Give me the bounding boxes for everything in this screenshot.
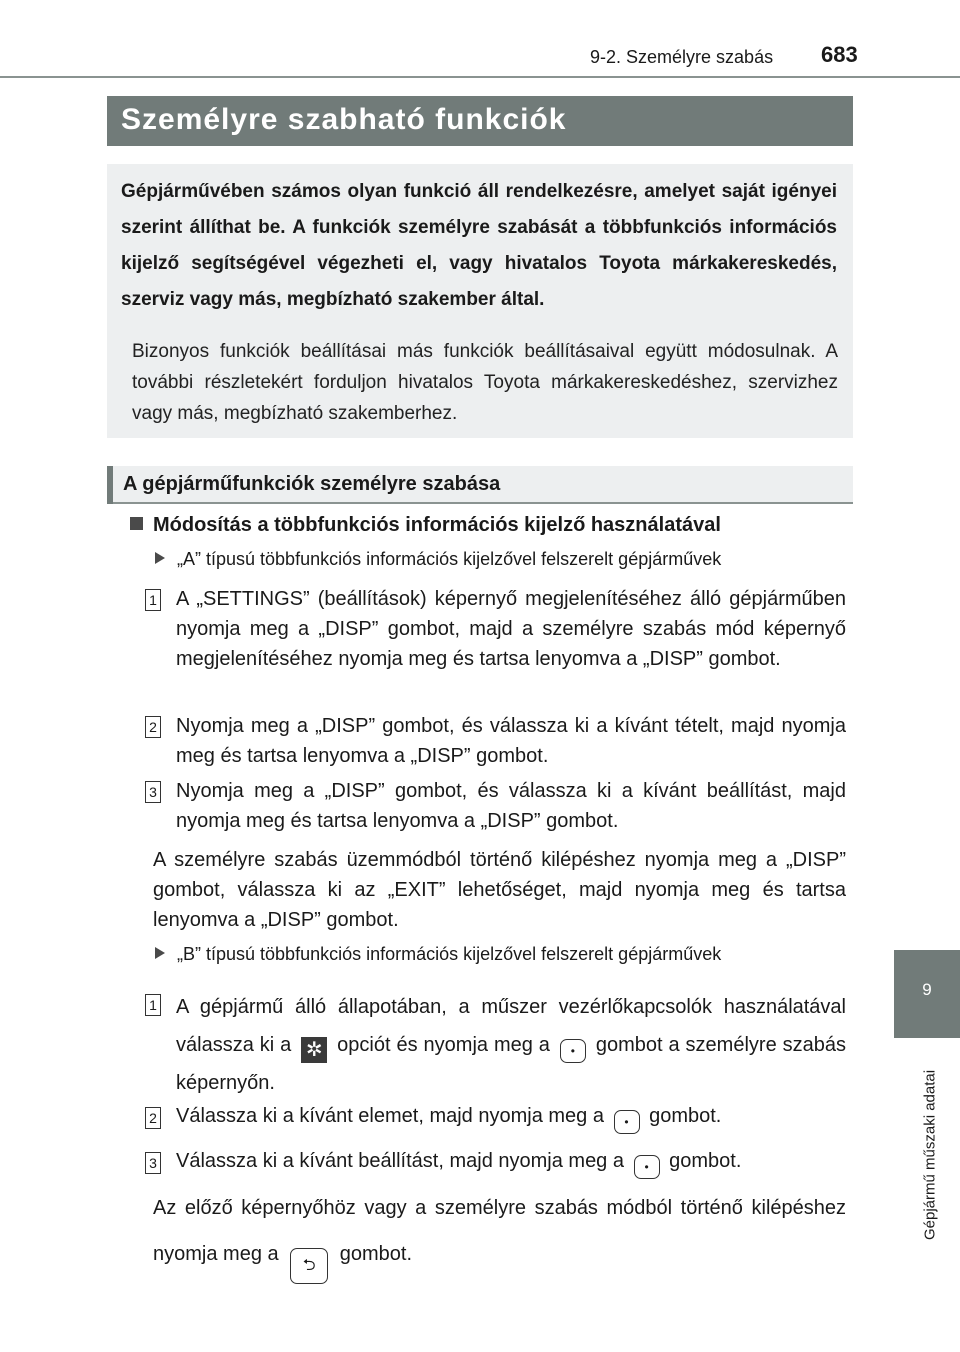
step-number: 1 <box>145 994 161 1016</box>
intro-box <box>107 164 853 438</box>
step-text-part: gombot. <box>669 1150 742 1172</box>
variant-a-label-text: „A” típusú többfunkciós információs kijelzővel felszerelt gépjárművek <box>177 549 722 569</box>
page-title-bar <box>107 96 853 146</box>
step-text <box>176 1101 846 1134</box>
header-section-title: 9-2. Személyre szabás <box>590 47 774 67</box>
square-bullet-icon <box>130 517 143 530</box>
triangle-bullet-icon <box>155 947 165 959</box>
section-heading-text: Módosítás a többfunkciós információs kijelző használatával <box>153 514 721 536</box>
step-text-part: A gépjármű álló állapotában, a műszer vezérlőkapcsolók használatával válassza ki a <box>176 996 846 1056</box>
exit-instructions-a: A személyre szabás üzemmódból történő kilépéshez nyomja meg a „DISP” gombot, válassza ki az „EXIT” lehetőséget, majd nyomja meg és tartsa lenyomva a „DISP” gombot. <box>153 849 846 931</box>
step-text-part: gombot a személyre szabás képernyőn. <box>176 1034 847 1094</box>
step-text-part: opciót és nyomja meg a <box>337 1034 550 1056</box>
step-text <box>176 1146 846 1179</box>
variant-a-label <box>155 549 721 570</box>
variant-b-label-text: „B” típusú többfunkciós információs kijelzővel felszerelt gépjárművek <box>177 944 722 964</box>
step-text: Nyomja meg a „DISP” gombot, és válassza ki a kívánt tételt, majd nyomja meg és tartsa lenyomva a „DISP” gombot. <box>176 715 846 767</box>
step-text: A „SETTINGS” (beállítások) képernyő megjelenítéséhez álló gépjárműben nyomja meg a „DISP” gombot, majd a személyre szabás mód képernyő megjelenítéséhez nyomja meg és tartsa lenyomva a „DISP” gombot. <box>176 588 846 670</box>
exit-instructions-b <box>153 1185 846 1284</box>
chapter-tab <box>894 950 960 1038</box>
step-number: 2 <box>145 1107 161 1129</box>
exit-text-part: Az előző képernyőhöz vagy a személyre szabás módból történő kilépéshez nyomja meg a <box>153 1197 846 1265</box>
step-text: Nyomja meg a „DISP” gombot, és válassza ki a kívánt beállítást, majd nyomja meg és tartsa lenyomva a „DISP” gombot. <box>176 780 846 832</box>
chapter-title: Gépjármű műszaki adatai <box>921 1069 939 1241</box>
header-divider <box>0 76 960 78</box>
variant-b-label <box>155 944 721 965</box>
ok-button-icon: • <box>614 1110 640 1134</box>
ok-button-icon: • <box>634 1155 660 1179</box>
step-text-part: Válassza ki a kívánt elemet, majd nyomja meg a <box>176 1105 604 1127</box>
gear-icon: ✲ <box>301 1037 327 1063</box>
ok-button-icon: • <box>560 1039 586 1063</box>
step-number: 3 <box>145 781 161 803</box>
step-text-part: Válassza ki a kívánt beállítást, majd nyomja meg a <box>176 1150 624 1172</box>
step-text <box>176 988 846 1102</box>
chapter-number: 9 <box>922 980 932 999</box>
exit-text-part: gombot. <box>339 1243 413 1265</box>
step-number: 1 <box>145 589 161 611</box>
intro-bold-text: Gépjárművében számos olyan funkció áll rendelkezésre, amelyet saját igényei szerint állíthat be. A funkciók személyre szabását a többfunkciós információs kijelző segítségével végezheti el, vagy hivatalos Toyota márkakereskedés, szerviz vagy más, megbízható szakember által. <box>121 181 837 310</box>
step-number: 3 <box>145 1152 161 1174</box>
step-number: 2 <box>145 716 161 738</box>
section-heading <box>130 514 721 537</box>
back-button-icon: ⮌ <box>290 1248 328 1284</box>
intro-note-text: Bizonyos funkciók beállításai más funkciók beállításaival együtt módosulnak. A további részletekért forduljon hivatalos Toyota márkakereskedéshez, szervizhez vagy más, megbízható szakemberhez. <box>132 341 838 424</box>
step-text-part: gombot. <box>649 1105 722 1127</box>
subsection-bar <box>107 466 853 504</box>
page-title: Személyre szabható funkciók <box>121 103 567 136</box>
page-number: 683 <box>821 42 858 67</box>
subsection-title: A gépjárműfunkciók személyre szabása <box>123 473 501 495</box>
triangle-bullet-icon <box>155 552 165 564</box>
subsection-marker <box>107 466 113 504</box>
